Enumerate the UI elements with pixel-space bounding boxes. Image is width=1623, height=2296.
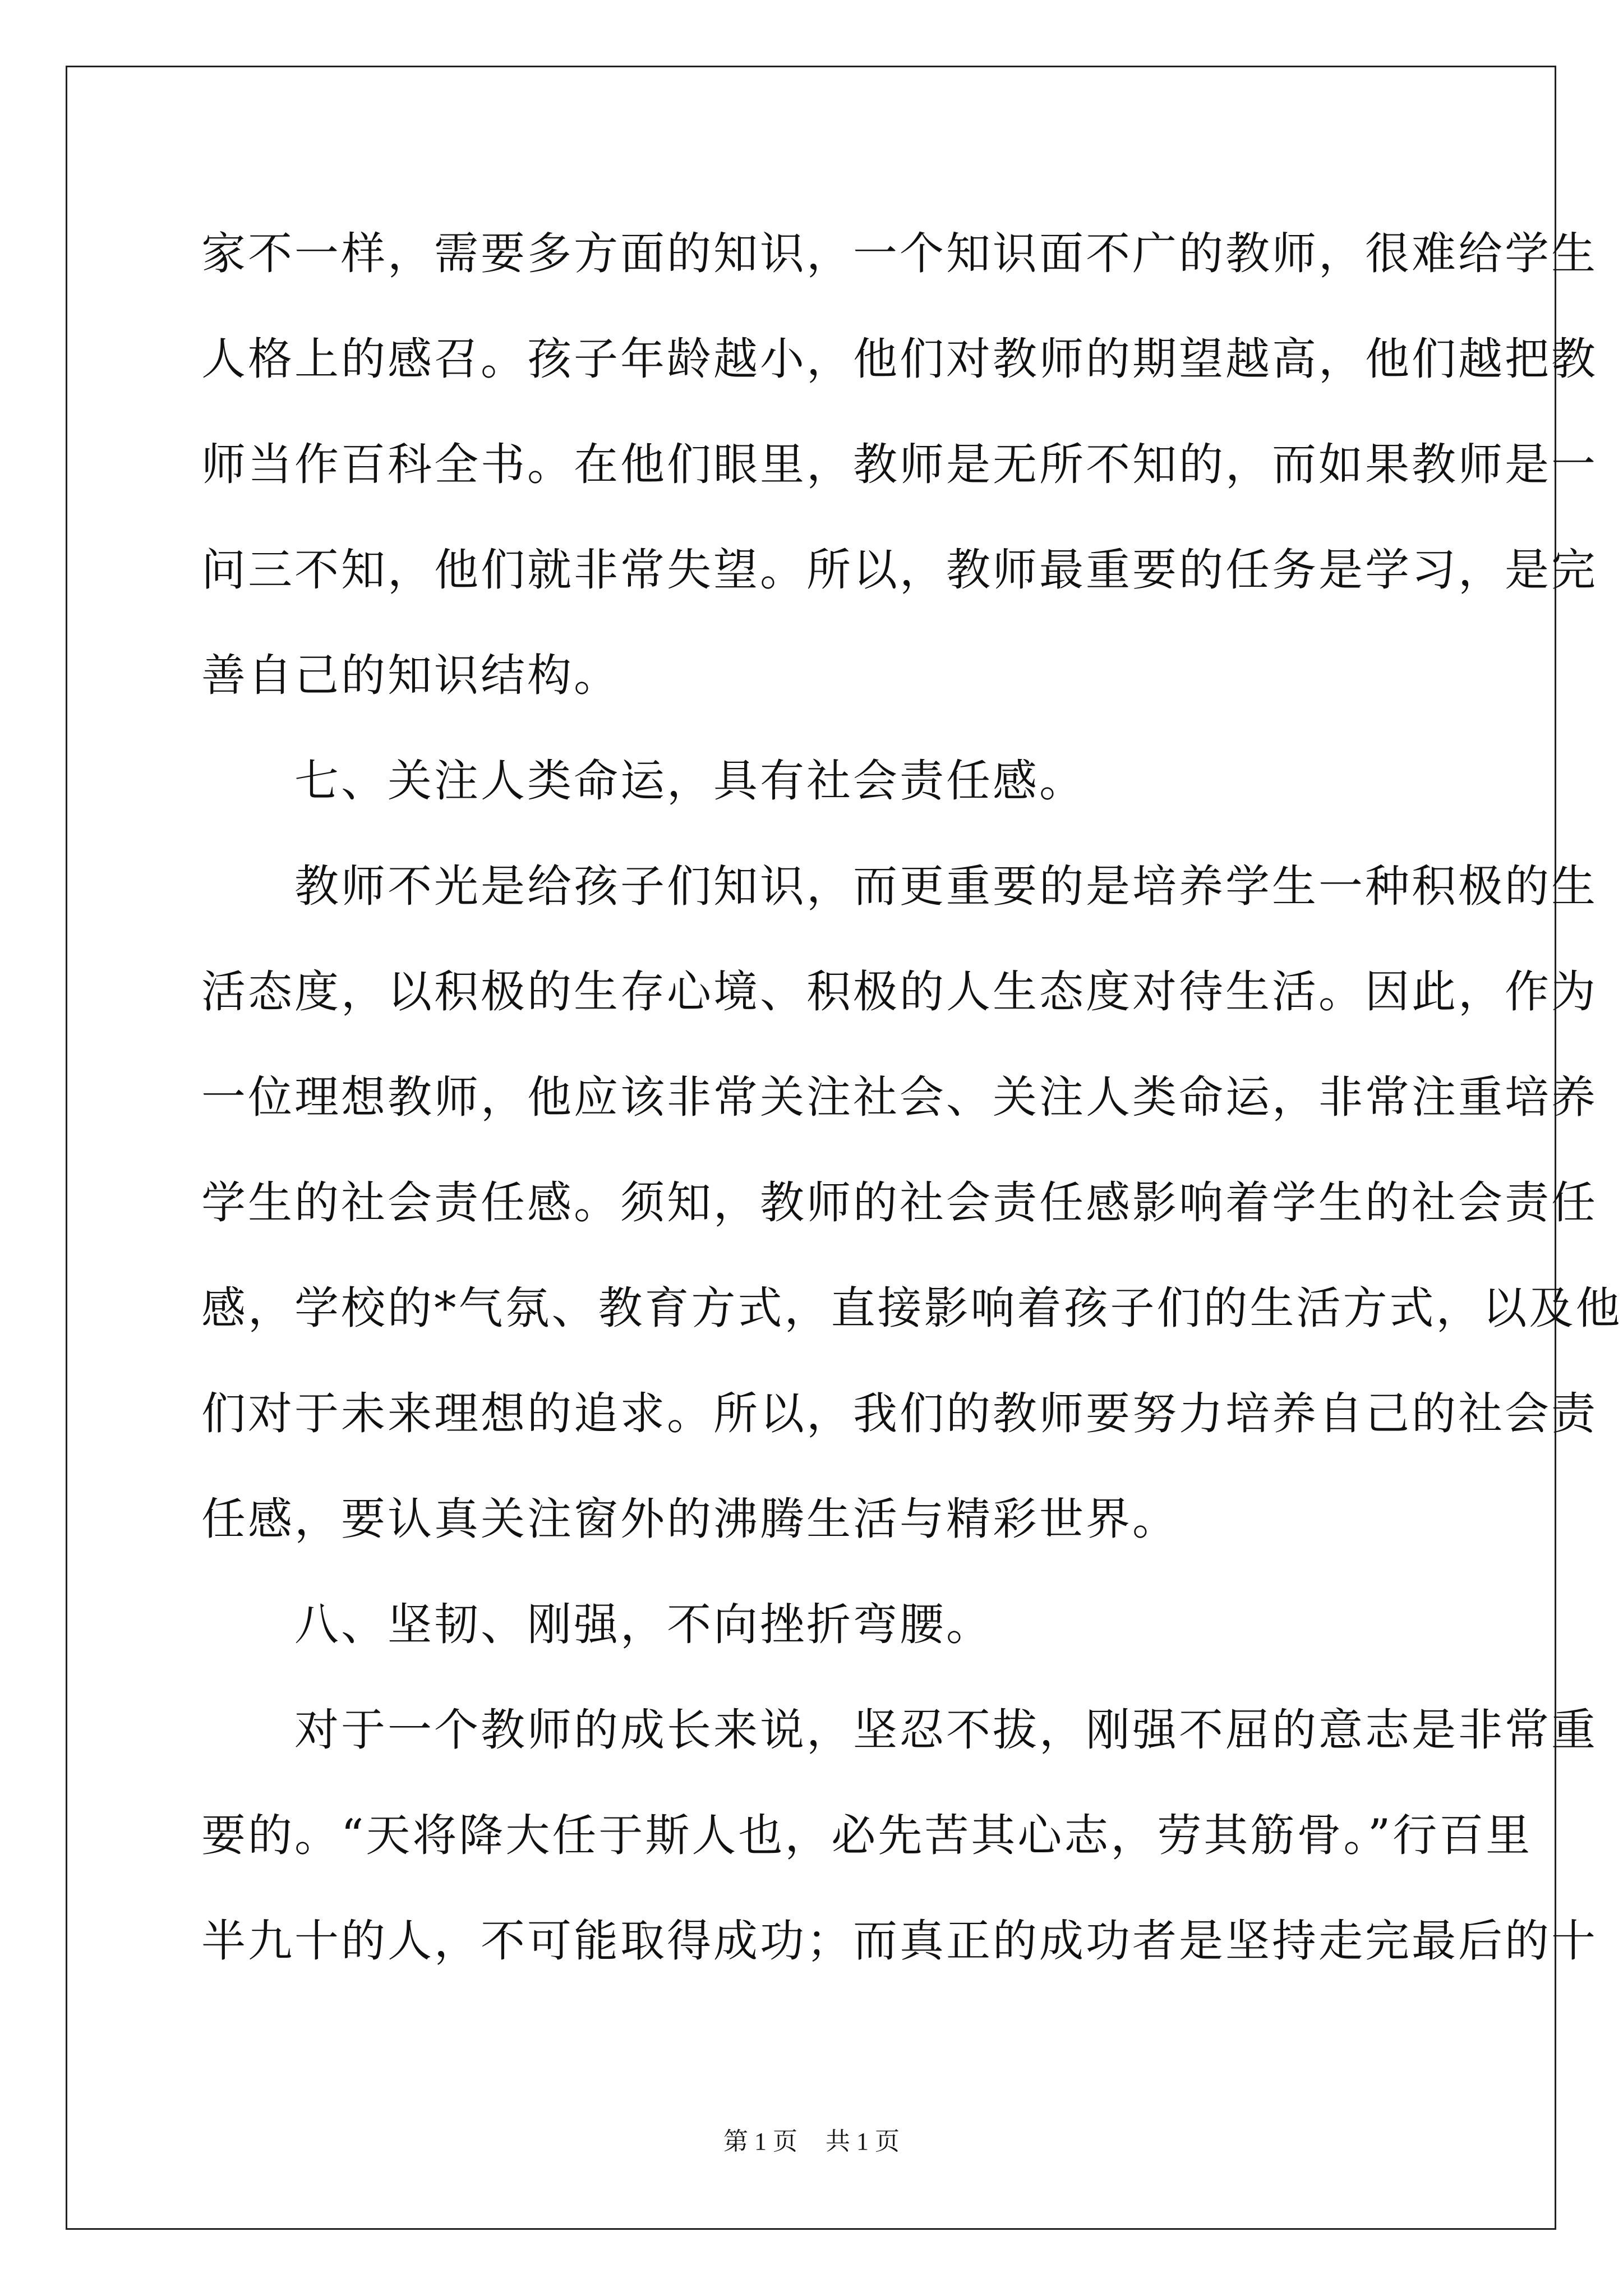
text-line: 感，学校的*气氛、教育方式，直接影响着孩子们的生活方式，以及他: [201, 1282, 1622, 1334]
page-number-total: 共 1 页: [826, 2128, 900, 2155]
section-heading: 七、关注人类命运，具有社会责任感。: [201, 755, 1086, 807]
text-line: 一位理想教师，他应该非常关注社会、关注人类命运，非常注重培养: [201, 1071, 1598, 1123]
text-line: 善自己的知识结构。: [201, 650, 620, 701]
page-number-current: 第 1 页: [723, 2128, 797, 2155]
text-line: 家不一样，需要多方面的知识，一个知识面不广的教师，很难给学生: [201, 228, 1598, 279]
text-line: 半九十的人，不可能取得成功；而真正的成功者是坚持走完最后的十: [201, 1915, 1598, 1967]
text-line: 们对于未来理想的追求。所以，我们的教师要努力培养自己的社会责: [201, 1388, 1598, 1439]
text-line: 问三不知，他们就非常失望。所以，教师最重要的任务是学习，是完: [201, 544, 1598, 596]
text-line: 活态度，以积极的生存心境、积极的人生态度对待生活。因此，作为: [201, 966, 1598, 1018]
text-line: 学生的社会责任感。须知，教师的社会责任感影响着学生的社会责任: [201, 1177, 1598, 1228]
document-body: [201, 220, 1622, 2013]
text-line: 教师不光是给孩子们知识，而更重要的是培养学生一种积极的生: [201, 861, 1598, 912]
text-line: 任感，要认真关注窗外的沸腾生活与精彩世界。: [201, 1493, 1179, 1545]
text-line: 对于一个教师的成长来说，坚忍不拔，刚强不屈的意志是非常重: [201, 1704, 1598, 1756]
page-footer: [0, 2125, 1623, 2159]
section-heading: 八、坚韧、刚强，不向挫折弯腰。: [201, 1599, 993, 1650]
text-line: 师当作百科全书。在他们眼里，教师是无所不知的，而如果教师是一: [201, 439, 1598, 490]
text-line: 人格上的感召。孩子年龄越小，他们对教师的期望越高，他们越把教: [201, 333, 1598, 385]
text-line: 要的。“天将降大任于斯人也，必先苦其心志，劳其筋骨。”行百里: [201, 1810, 1533, 1861]
